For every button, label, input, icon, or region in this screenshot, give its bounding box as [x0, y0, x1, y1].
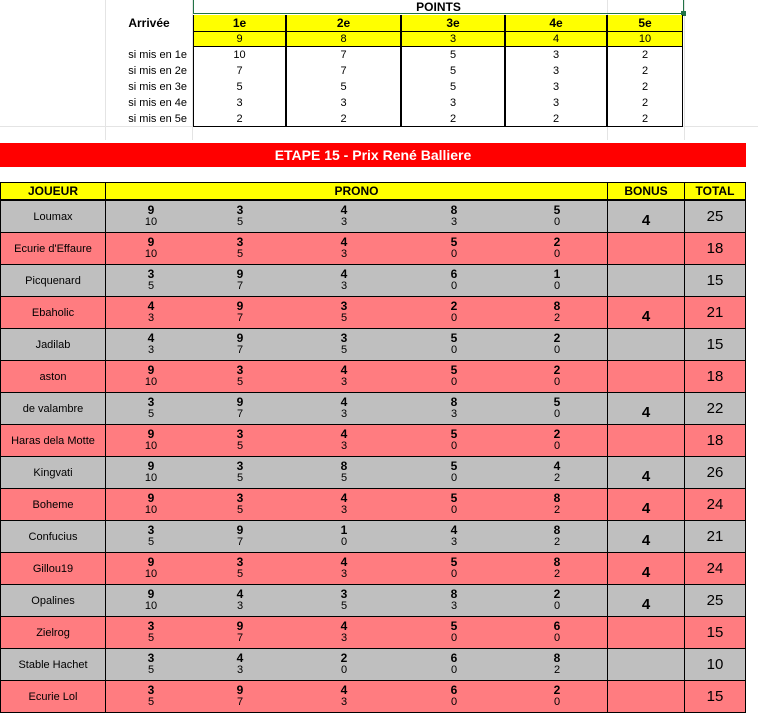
prono-points: 5 [236, 216, 244, 228]
prono-points: 0 [450, 696, 458, 708]
prono-pick: 5 [450, 235, 458, 249]
table-row [0, 424, 746, 457]
table-row [0, 456, 746, 489]
table-row [0, 520, 746, 553]
prono-points: 3 [450, 600, 458, 612]
total-cell: 10 [684, 648, 746, 681]
total-cell: 15 [684, 264, 746, 297]
prono-cell [105, 520, 608, 553]
points-base-value: 9 [193, 31, 286, 47]
prono-pick: 9 [236, 523, 244, 537]
prono-pick: 4 [553, 459, 561, 473]
points-cell: 2 [607, 47, 683, 63]
prono-pick: 3 [147, 651, 155, 665]
table-row [0, 232, 746, 265]
prono-pick: 4 [236, 651, 244, 665]
prono-points: 5 [236, 248, 244, 260]
bonus-cell [607, 232, 685, 265]
points-position-header: 5e [607, 15, 683, 31]
total-cell: 26 [684, 456, 746, 489]
prono-pick: 3 [236, 363, 244, 377]
points-base-value: 8 [286, 31, 401, 47]
prono-pick: 4 [340, 267, 348, 281]
player-name: Kingvati [0, 456, 106, 489]
points-cell: 5 [401, 63, 505, 79]
prono-cell [105, 232, 608, 265]
player-name: Picquenard [0, 264, 106, 297]
prono-points: 3 [340, 376, 348, 388]
prono-pick: 8 [553, 491, 561, 505]
points-cell: 2 [505, 111, 607, 127]
prono-points: 3 [340, 440, 348, 452]
total-cell: 24 [684, 488, 746, 521]
prono-points: 5 [147, 696, 155, 708]
bonus-cell: 4 [607, 200, 685, 233]
points-cell: 3 [505, 47, 607, 63]
prono-pick: 4 [340, 363, 348, 377]
bonus-cell [607, 360, 685, 393]
points-cell: 2 [286, 111, 401, 127]
prono-pick: 3 [236, 235, 244, 249]
player-name: Opalines [0, 584, 106, 617]
prono-cell [105, 296, 608, 329]
points-base-value: 10 [607, 31, 683, 47]
total-cell: 18 [684, 232, 746, 265]
prono-cell [105, 456, 608, 489]
player-name: Ebaholic [0, 296, 106, 329]
table-row [0, 616, 746, 649]
header-prono: PRONO [105, 182, 608, 200]
prono-points: 10 [144, 600, 158, 612]
prono-pick: 5 [450, 619, 458, 633]
points-cell: 2 [401, 111, 505, 127]
prono-pick: 4 [340, 491, 348, 505]
prono-pick: 9 [236, 331, 244, 345]
points-row-label: si mis en 3e [128, 81, 187, 93]
prono-points: 0 [450, 312, 458, 324]
points-cell: 2 [607, 63, 683, 79]
prono-pick: 3 [147, 683, 155, 697]
prono-pick: 5 [450, 555, 458, 569]
prono-points: 3 [450, 536, 458, 548]
points-row-label: si mis en 2e [128, 65, 187, 77]
prono-points: 0 [553, 632, 561, 644]
prono-cell [105, 424, 608, 457]
prono-pick: 4 [147, 299, 155, 313]
player-name: Gillou19 [0, 552, 106, 585]
bonus-cell: 4 [607, 552, 685, 585]
prono-pick: 2 [553, 363, 561, 377]
player-name: de valambre [0, 392, 106, 425]
prono-points: 10 [144, 472, 158, 484]
points-cell: 2 [607, 95, 683, 111]
prono-points: 2 [553, 664, 561, 676]
points-title-cell[interactable] [193, 0, 684, 14]
bonus-cell: 4 [607, 520, 685, 553]
prono-points: 3 [340, 248, 348, 260]
prono-pick: 2 [553, 331, 561, 345]
prono-points: 7 [236, 344, 244, 356]
prono-pick: 8 [450, 203, 458, 217]
prono-points: 5 [236, 568, 244, 580]
total-cell: 22 [684, 392, 746, 425]
player-name: Ecurie d'Effaure [0, 232, 106, 265]
prono-pick: 9 [236, 619, 244, 633]
prono-points: 5 [340, 600, 348, 612]
prono-points: 10 [144, 216, 158, 228]
prono-pick: 4 [450, 523, 458, 537]
table-row [0, 648, 746, 681]
points-position-header: 3e [401, 15, 505, 31]
prono-pick: 3 [340, 299, 348, 313]
prono-pick: 3 [147, 619, 155, 633]
prono-points: 7 [236, 408, 244, 420]
prono-points: 3 [340, 216, 348, 228]
points-cell: 5 [286, 79, 401, 95]
prono-points: 0 [450, 504, 458, 516]
prono-points: 2 [553, 312, 561, 324]
arrivee-label: Arrivée [128, 15, 170, 30]
prono-points: 10 [144, 376, 158, 388]
total-cell: 25 [684, 200, 746, 233]
prono-pick: 2 [340, 651, 348, 665]
player-name: Confucius [0, 520, 106, 553]
prono-points: 3 [340, 504, 348, 516]
prono-pick: 3 [236, 555, 244, 569]
points-cell: 3 [505, 63, 607, 79]
table-row [0, 552, 746, 585]
prono-pick: 9 [147, 235, 155, 249]
prono-points: 5 [147, 408, 155, 420]
prono-points: 0 [450, 344, 458, 356]
player-name: Stable Hachet [0, 648, 106, 681]
prono-pick: 9 [147, 491, 155, 505]
prono-pick: 8 [450, 395, 458, 409]
prono-pick: 2 [553, 427, 561, 441]
table-row [0, 584, 746, 617]
prono-pick: 3 [236, 491, 244, 505]
prono-pick: 9 [147, 203, 155, 217]
points-cell: 2 [607, 111, 683, 127]
prono-pick: 8 [553, 523, 561, 537]
prono-points: 0 [553, 344, 561, 356]
prono-pick: 5 [553, 395, 561, 409]
prono-pick: 9 [147, 363, 155, 377]
prono-points: 0 [450, 280, 458, 292]
prono-points: 7 [236, 632, 244, 644]
prono-pick: 5 [450, 331, 458, 345]
prono-pick: 4 [340, 235, 348, 249]
prono-points: 3 [147, 312, 155, 324]
points-cell: 3 [505, 79, 607, 95]
prono-points: 3 [340, 632, 348, 644]
gridline [684, 0, 685, 140]
prono-points: 0 [450, 472, 458, 484]
points-cell: 10 [193, 47, 286, 63]
prono-points: 0 [553, 280, 561, 292]
prono-points: 0 [450, 568, 458, 580]
stage-title: ETAPE 15 - Prix René Balliere [274, 147, 472, 163]
total-cell: 18 [684, 424, 746, 457]
prono-pick: 6 [553, 619, 561, 633]
prono-points: 5 [236, 472, 244, 484]
points-cell: 5 [193, 79, 286, 95]
prono-cell [105, 328, 608, 361]
prono-points: 3 [236, 600, 244, 612]
prono-cell [105, 392, 608, 425]
points-row-label: si mis en 5e [128, 113, 187, 125]
prono-points: 10 [144, 248, 158, 260]
prono-pick: 5 [450, 459, 458, 473]
prono-pick: 3 [340, 331, 348, 345]
prono-points: 0 [340, 536, 348, 548]
table-row [0, 488, 746, 521]
prono-points: 5 [147, 632, 155, 644]
points-position-header: 4e [505, 15, 607, 31]
prono-points: 10 [144, 504, 158, 516]
prono-points: 3 [450, 408, 458, 420]
header-joueur: JOUEUR [0, 182, 106, 200]
prono-pick: 4 [340, 619, 348, 633]
bonus-cell: 4 [607, 456, 685, 489]
prono-pick: 3 [236, 427, 244, 441]
prono-points: 7 [236, 280, 244, 292]
prono-points: 0 [553, 600, 561, 612]
points-cell: 5 [401, 47, 505, 63]
prono-cell [105, 616, 608, 649]
prono-pick: 4 [340, 683, 348, 697]
bonus-cell: 4 [607, 584, 685, 617]
player-name: Zielrog [0, 616, 106, 649]
prono-points: 2 [553, 472, 561, 484]
points-cell: 2 [607, 79, 683, 95]
points-cell: 7 [193, 63, 286, 79]
prono-points: 0 [553, 696, 561, 708]
prono-pick: 5 [450, 427, 458, 441]
prono-points: 0 [450, 664, 458, 676]
total-cell: 25 [684, 584, 746, 617]
prono-pick: 6 [450, 651, 458, 665]
prono-points: 7 [236, 696, 244, 708]
total-cell: 21 [684, 520, 746, 553]
prono-pick: 5 [553, 203, 561, 217]
bonus-cell: 4 [607, 488, 685, 521]
prono-pick: 3 [147, 395, 155, 409]
points-cell: 7 [286, 47, 401, 63]
table-row [0, 296, 746, 329]
points-cell: 5 [401, 79, 505, 95]
points-row-label: si mis en 1e [128, 49, 187, 61]
total-cell: 15 [684, 616, 746, 649]
prono-cell [105, 264, 608, 297]
table-row [0, 200, 746, 233]
prono-points: 0 [553, 376, 561, 388]
prono-points: 10 [144, 568, 158, 580]
prono-pick: 4 [340, 395, 348, 409]
prono-points: 5 [340, 472, 348, 484]
prono-points: 2 [553, 536, 561, 548]
bonus-cell [607, 424, 685, 457]
prono-pick: 8 [553, 299, 561, 313]
prono-points: 0 [450, 440, 458, 452]
points-cell: 3 [193, 95, 286, 111]
prono-pick: 8 [340, 459, 348, 473]
player-name: Loumax [0, 200, 106, 233]
points-base-value: 4 [505, 31, 607, 47]
prono-points: 5 [340, 344, 348, 356]
prono-pick: 9 [147, 587, 155, 601]
player-name: aston [0, 360, 106, 393]
prono-pick: 6 [450, 267, 458, 281]
player-name: Haras dela Motte [0, 424, 106, 457]
prono-points: 0 [553, 216, 561, 228]
points-cell: 3 [401, 95, 505, 111]
prono-points: 7 [236, 536, 244, 548]
prono-pick: 3 [147, 267, 155, 281]
points-title: POINTS [416, 0, 461, 14]
total-cell: 24 [684, 552, 746, 585]
bonus-cell [607, 616, 685, 649]
prono-points: 0 [553, 248, 561, 260]
prono-cell [105, 552, 608, 585]
prono-points: 5 [147, 280, 155, 292]
prono-points: 7 [236, 312, 244, 324]
prono-points: 2 [553, 504, 561, 516]
prono-pick: 4 [236, 587, 244, 601]
prono-pick: 9 [236, 267, 244, 281]
header-total: TOTAL [684, 182, 746, 200]
stage-title-bar [0, 143, 746, 167]
prono-pick: 4 [340, 427, 348, 441]
prono-points: 0 [450, 632, 458, 644]
prono-cell [105, 200, 608, 233]
player-name: Boheme [0, 488, 106, 521]
prono-pick: 2 [553, 683, 561, 697]
prono-points: 3 [340, 568, 348, 580]
prono-points: 5 [236, 440, 244, 452]
points-position-header: 1e [193, 15, 286, 31]
prono-points: 5 [147, 536, 155, 548]
header-bonus: BONUS [607, 182, 685, 200]
total-cell: 15 [684, 328, 746, 361]
prono-points: 5 [340, 312, 348, 324]
prono-points: 3 [340, 408, 348, 420]
prono-cell [105, 648, 608, 681]
prono-pick: 8 [450, 587, 458, 601]
prono-pick: 3 [340, 587, 348, 601]
total-cell: 18 [684, 360, 746, 393]
prono-points: 0 [450, 248, 458, 260]
prono-pick: 3 [147, 523, 155, 537]
total-cell: 21 [684, 296, 746, 329]
points-cell: 7 [286, 63, 401, 79]
prono-pick: 9 [147, 555, 155, 569]
prono-pick: 5 [450, 363, 458, 377]
prono-pick: 4 [340, 555, 348, 569]
prono-pick: 1 [340, 523, 348, 537]
prono-points: 0 [340, 664, 348, 676]
prono-points: 0 [553, 440, 561, 452]
bonus-cell [607, 328, 685, 361]
prono-pick: 3 [236, 459, 244, 473]
prono-points: 2 [553, 568, 561, 580]
prono-pick: 3 [236, 203, 244, 217]
prono-pick: 6 [450, 683, 458, 697]
bonus-cell [607, 264, 685, 297]
prono-points: 0 [553, 408, 561, 420]
prono-pick: 9 [147, 459, 155, 473]
bonus-cell [607, 648, 685, 681]
table-row [0, 328, 746, 361]
player-name: Jadilab [0, 328, 106, 361]
total-cell: 15 [684, 680, 746, 713]
prono-points: 10 [144, 440, 158, 452]
prono-pick: 9 [236, 395, 244, 409]
bonus-cell: 4 [607, 296, 685, 329]
table-row [0, 264, 746, 297]
prono-pick: 4 [340, 203, 348, 217]
bonus-cell: 4 [607, 392, 685, 425]
prono-pick: 2 [553, 235, 561, 249]
prono-cell [105, 360, 608, 393]
prono-cell [105, 680, 608, 713]
table-row [0, 360, 746, 393]
prono-pick: 4 [147, 331, 155, 345]
points-row-label: si mis en 4e [128, 97, 187, 109]
table-row [0, 680, 746, 713]
points-cell: 3 [505, 95, 607, 111]
points-cell: 3 [286, 95, 401, 111]
prono-points: 3 [450, 216, 458, 228]
prono-points: 0 [450, 376, 458, 388]
prono-pick: 5 [450, 491, 458, 505]
points-cell: 2 [193, 111, 286, 127]
prono-pick: 9 [236, 299, 244, 313]
points-position-header: 2e [286, 15, 401, 31]
prono-points: 5 [236, 376, 244, 388]
table-row [0, 392, 746, 425]
prono-pick: 9 [147, 427, 155, 441]
player-name: Ecurie Lol [0, 680, 106, 713]
prono-points: 3 [340, 280, 348, 292]
prono-points: 3 [340, 696, 348, 708]
prono-pick: 1 [553, 267, 561, 281]
prono-cell [105, 584, 608, 617]
prono-pick: 2 [450, 299, 458, 313]
prono-cell [105, 488, 608, 521]
prono-points: 3 [236, 664, 244, 676]
prono-pick: 8 [553, 651, 561, 665]
prono-points: 5 [236, 504, 244, 516]
bonus-cell [607, 680, 685, 713]
prono-points: 5 [147, 664, 155, 676]
points-base-value: 3 [401, 31, 505, 47]
prono-pick: 2 [553, 587, 561, 601]
prono-points: 3 [147, 344, 155, 356]
prono-pick: 8 [553, 555, 561, 569]
prono-pick: 9 [236, 683, 244, 697]
